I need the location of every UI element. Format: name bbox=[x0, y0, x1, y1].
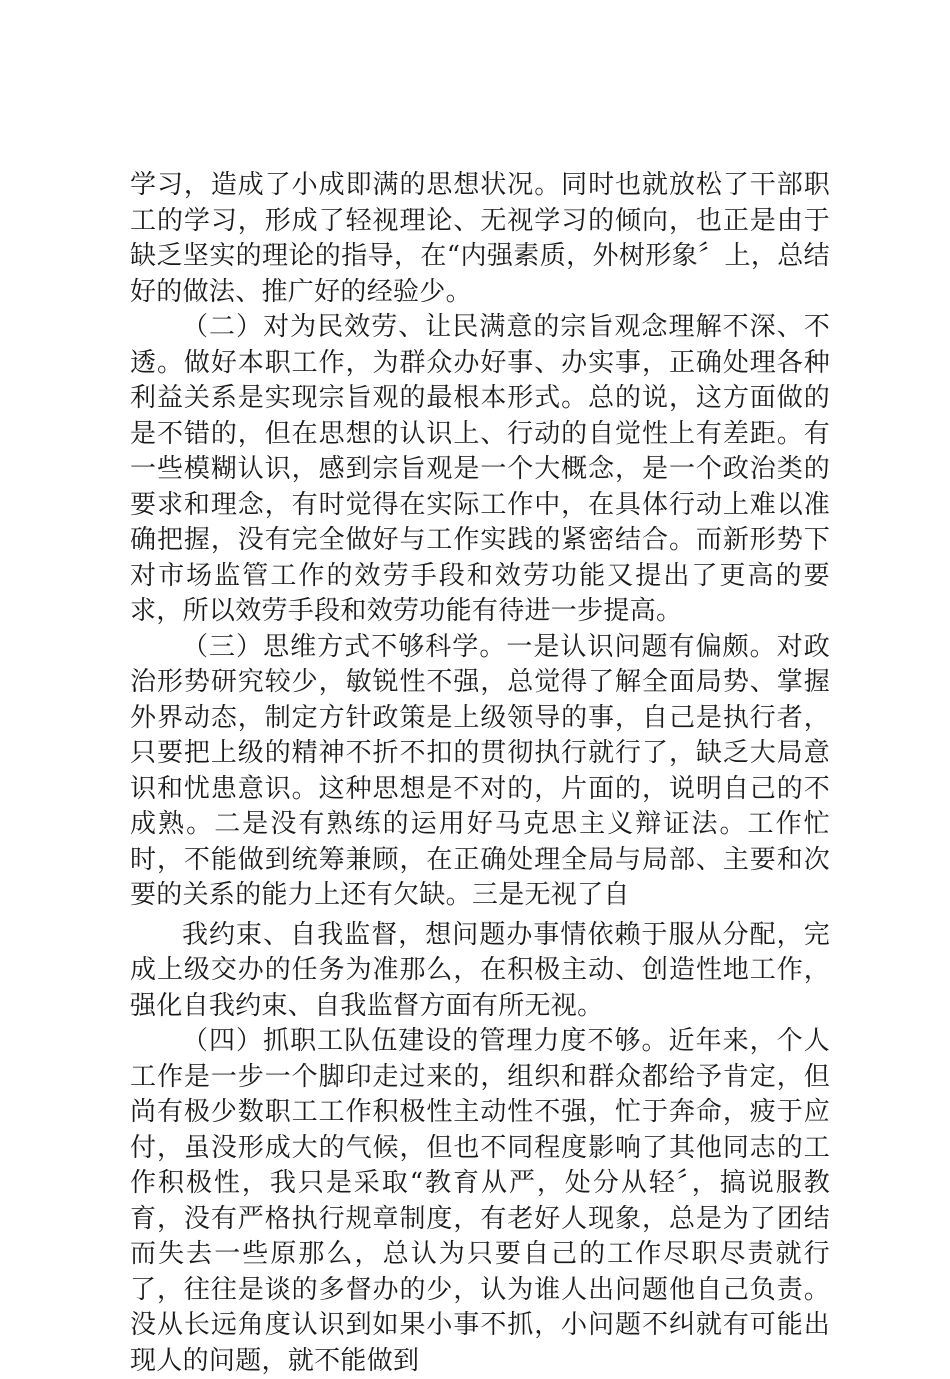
paragraph-section-2: （二）对为民效劳、让民满意的宗旨观念理解不深、不透。做好本职工作，为群众办好事、办实事，正确处理各种利益关系是实现宗旨观的最根本形式。总的说，这方面做的是不错的，但在思想的认识上、行动的自觉性上有差距。有一些模糊认识，感到宗旨观是一个大概念，是一个政治类的要求和理念，有时觉得在实际工作中，在具体行动上难以准确把握，没有完全做好与工作实践的紧密结合。而新形势下对市场监管工作的效劳手段和效劳功能又提出了更高的要求，所以效劳手段和效劳功能有待进一步提高。 bbox=[130, 312, 830, 626]
paragraph-self-discipline: 我约束、自我监督，想问题办事情依赖于服从分配，完成上级交办的任务为准那么，在积极主动、创造性地工作，强化自我约束、自我监督方面有所无视。 bbox=[130, 919, 830, 1021]
paragraph-section-4: （四）抓职工队伍建设的管理力度不够。近年来，个人工作是一步一个脚印走过来的，组织和群众都给予肯定，但尚有极少数职工工作积极性主动性不强，忙于奔命，疲于应付，虽没形成大的气候，但也不同程度影响了其他同志的工作积极性，我只是采取“教育从严，处分从轻〞，搞说服教育，没有严格执行规章制度，有老好人现象，总是为了团结而失去一些原那么，总认为只要自己的工作尽职尽责就行了，往往是谈的多督办的少，认为谁人出问题他自己负责。没从长远角度认识到如果小事不抓，小问题不纠就有可能出现人的问题，就不能做到 bbox=[130, 1026, 830, 1376]
document-body bbox=[130, 168, 830, 1379]
paragraph-continuation: 学习，造成了小成即满的思想状况。同时也就放松了干部职工的学习，形成了轻视理论、无视学习的倾向，也正是由于缺乏坚实的理论的指导，在“内强素质，外树形象〞上，总结好的做法、推广好的经验少。 bbox=[130, 170, 830, 307]
paragraph-section-3: （三）思维方式不够科学。一是认识问题有偏颇。对政治形势研究较少，敏锐性不强，总觉得了解全面局势、掌握外界动态，制定方针政策是上级领导的事，自己是执行者，只要把上级的精神不折不扣的贯彻执行就行了，缺乏大局意识和忧患意识。这种思想是不对的，片面的，说明自己的不成熟。二是没有熟练的运用好马克思主义辩证法。工作忙时，不能做到统筹兼顾，在正确处理全局与局部、主要和次要的关系的能力上还有欠缺。三是无视了自 bbox=[130, 631, 830, 910]
